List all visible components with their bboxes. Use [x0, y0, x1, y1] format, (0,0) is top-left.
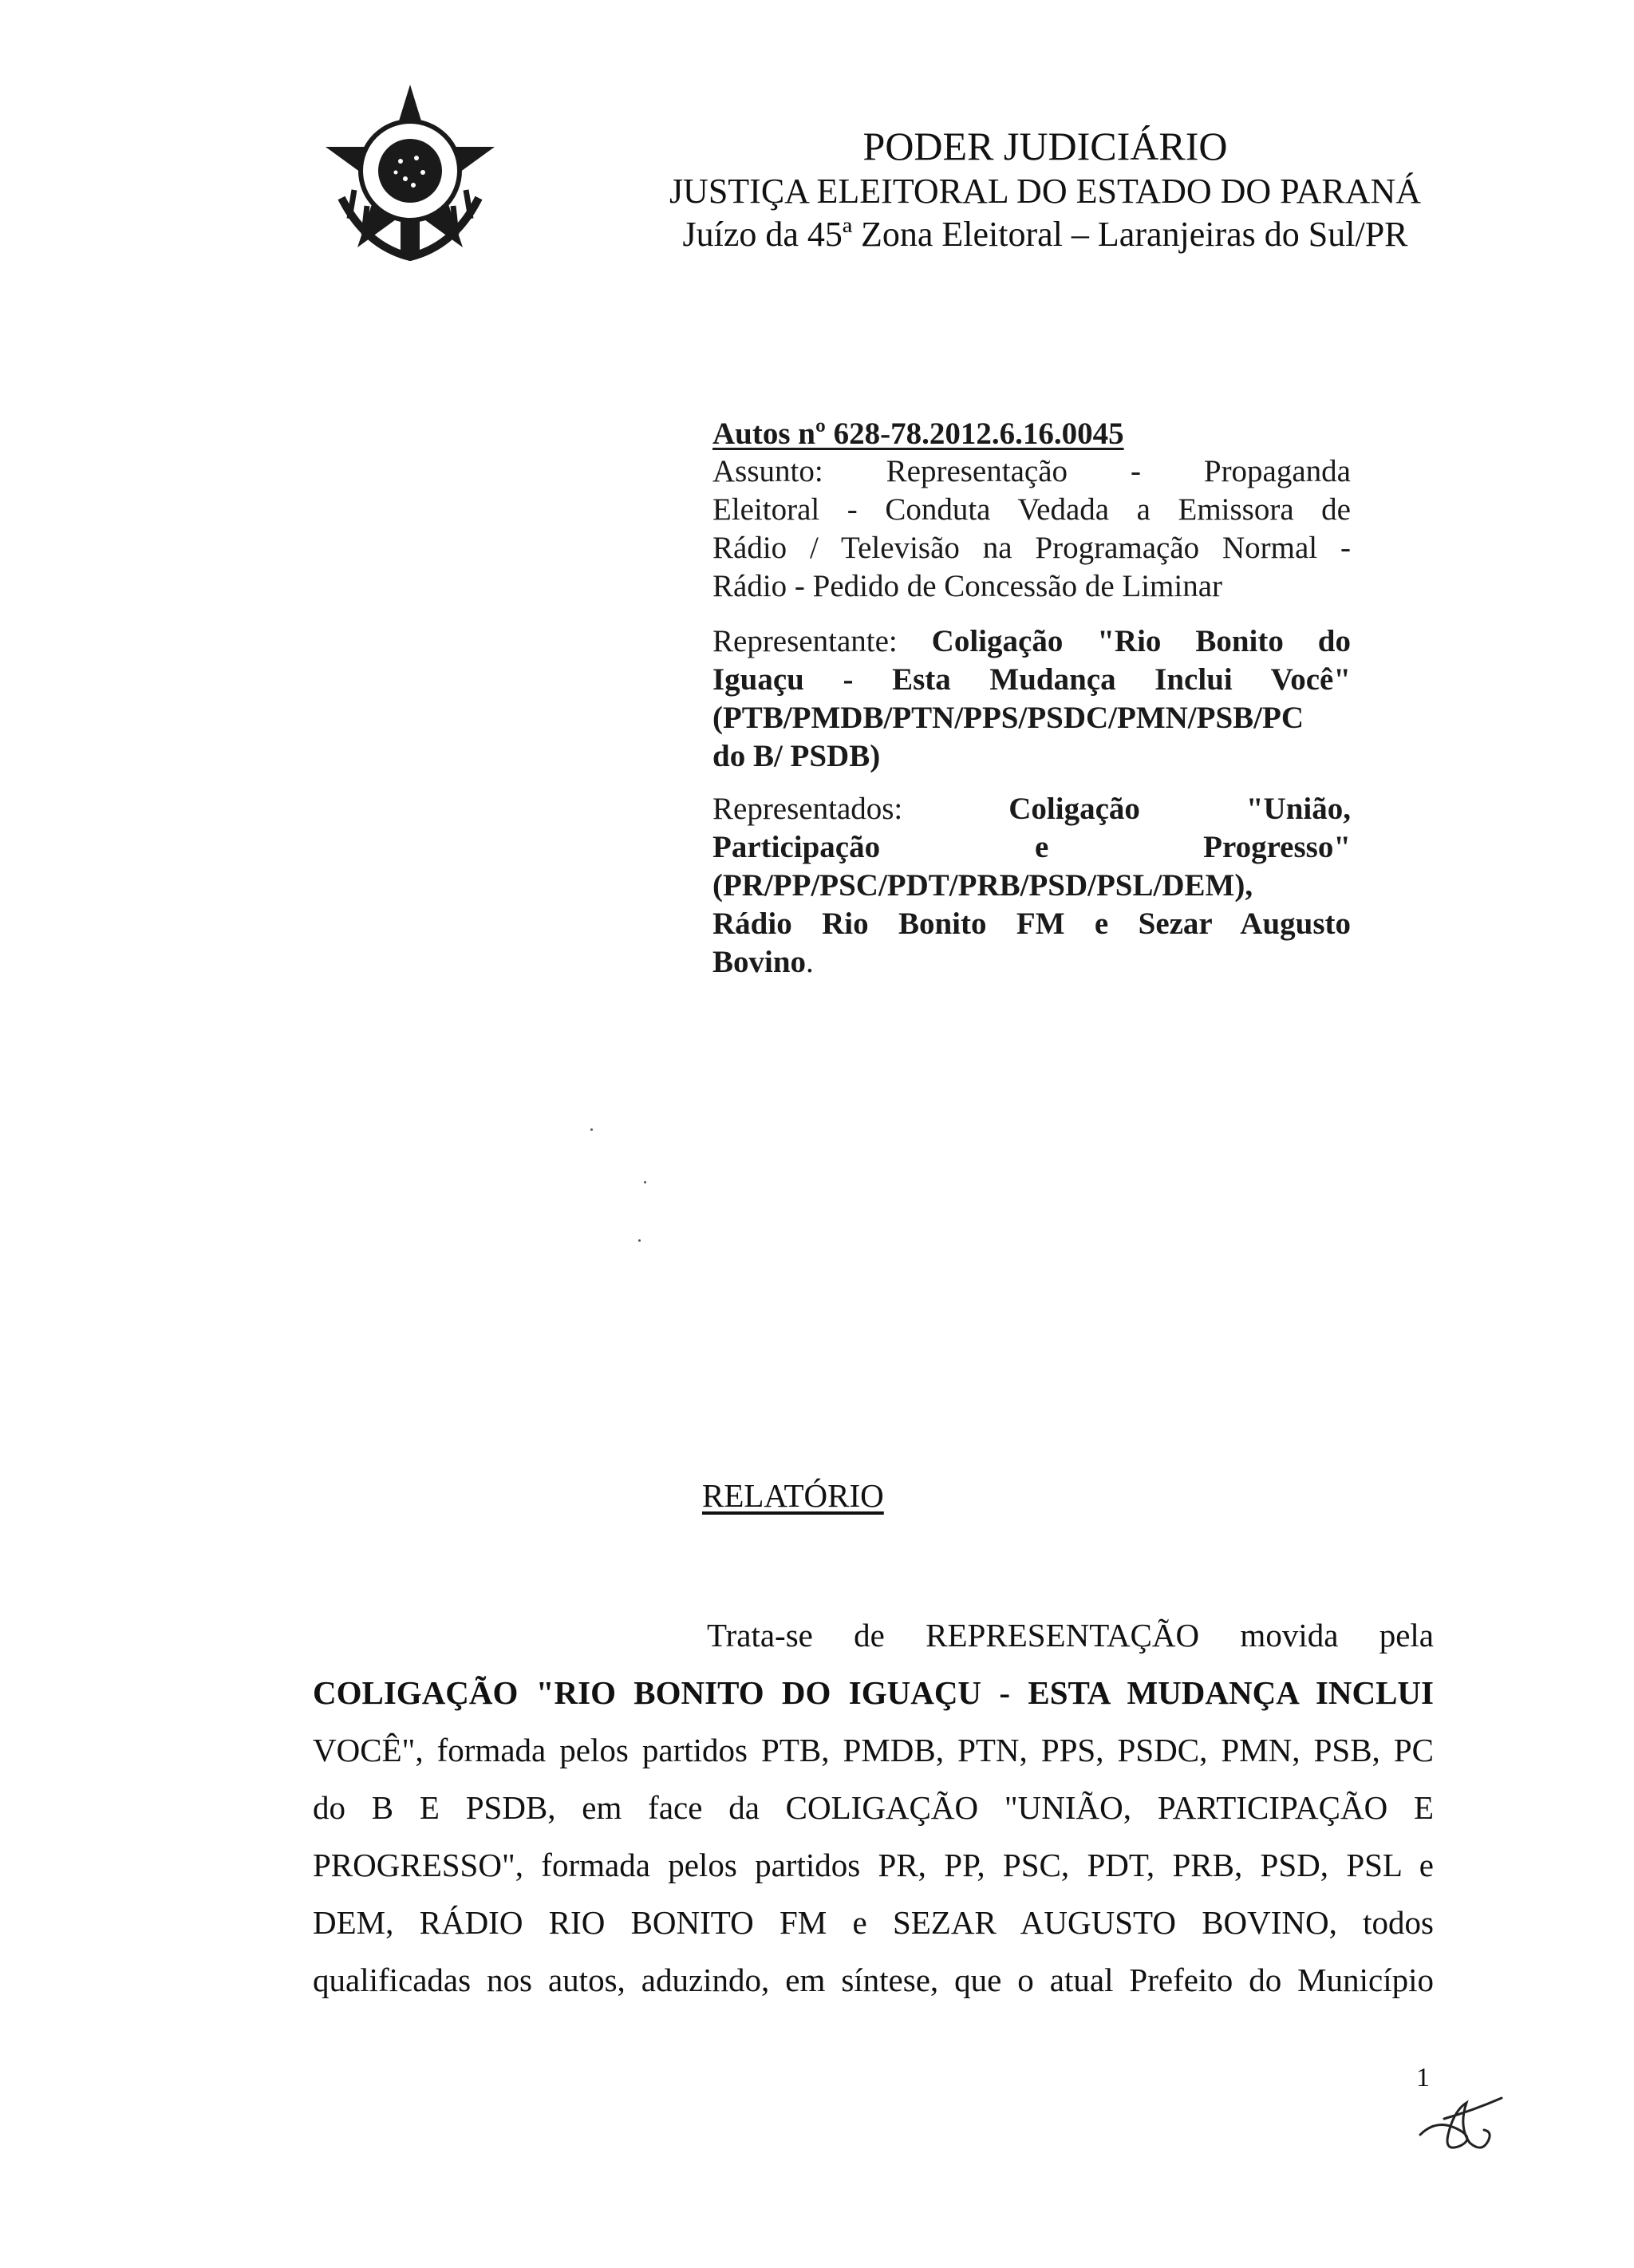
defendants-name: Coligação "União, — [1008, 792, 1351, 826]
case-defendants — [712, 790, 1351, 982]
defendants-line: (PR/PP/PSC/PDT/PRB/PSD/PSL/DEM), — [712, 868, 1253, 903]
defendants-end-name: Bovino — [712, 945, 807, 979]
scan-speck — [638, 1239, 641, 1242]
defendants-label: Representados: — [712, 792, 903, 826]
subject-line: Assunto: Representação - Propaganda — [712, 454, 1351, 488]
subject-line: Rádio / Televisão na Programação Normal - — [712, 531, 1351, 565]
report-line: VOCÊ", formada pelos partidos PTB, PMDB, PTN, PPS, PSDC, PMN, PSB, PC — [313, 1732, 1434, 1768]
header-justica-eleitoral: JUSTIÇA ELEITORAL DO ESTADO DO PARANÁ — [669, 172, 1422, 211]
header-zona-eleitoral: Juízo da 45ª Zona Eleitoral – Laranjeiras do Sul/PR — [682, 215, 1408, 254]
report-line: PROGRESSO", formada pelos partidos PR, PP, PSC, PDT, PRB, PSD, PSL e — [313, 1847, 1434, 1883]
page-number: 1 — [1416, 2063, 1430, 2092]
defendants-line: Rádio Rio Bonito FM e Sezar Augusto — [712, 907, 1351, 941]
defendants-line: Participação e Progresso" — [712, 830, 1351, 864]
report-line: DEM, RÁDIO RIO BONITO FM e SEZAR AUGUSTO BOVINO, todos — [313, 1904, 1434, 1941]
subject-line: Rádio - Pedido de Concessão de Liminar — [712, 569, 1223, 603]
plaintiff-name: Coligação "Rio Bonito do — [931, 624, 1351, 658]
report-line: qualificadas nos autos, aduzindo, em síntese, que o atual Prefeito do Município — [313, 1962, 1434, 1998]
plaintiff-line: do B/ PSDB) — [712, 739, 881, 773]
report-line: do B E PSDB, em face da COLIGAÇÃO "UNIÃO, PARTICIPAÇÃO E — [313, 1789, 1434, 1826]
defendants-line — [712, 943, 1351, 982]
report-title: RELATÓRIO — [702, 1477, 884, 1514]
defendants-end-punct: . — [806, 945, 814, 979]
subject-line: Eleitoral - Conduta Vedada a Emissora de — [712, 492, 1351, 527]
report-body — [313, 1606, 1434, 2009]
header-poder-judiciario: PODER JUDICIÁRIO — [862, 124, 1228, 168]
handwritten-initials-icon — [1412, 2087, 1508, 2159]
plaintiff-line — [712, 622, 1351, 661]
plaintiff-label: Representante: — [712, 624, 898, 658]
scan-speck — [590, 1128, 593, 1131]
defendants-line — [712, 790, 1351, 828]
case-plaintiff — [712, 622, 1351, 776]
scan-speck — [644, 1181, 646, 1183]
report-line: Trata-se de REPRESENTAÇÃO movida pela — [707, 1617, 1434, 1654]
plaintiff-line: Iguaçu - Esta Mudança Inclui Você" — [712, 662, 1351, 697]
report-line: COLIGAÇÃO "RIO BONITO DO IGUAÇU - ESTA MUDANÇA INCLUI — [313, 1674, 1434, 1711]
plaintiff-line: (PTB/PMDB/PTN/PPS/PSDC/PMN/PSB/PC — [712, 701, 1304, 735]
brasao-republica-icon — [318, 78, 503, 263]
case-number: Autos nº 628-78.2012.6.16.0045 — [712, 417, 1124, 451]
case-subject — [712, 452, 1351, 606]
